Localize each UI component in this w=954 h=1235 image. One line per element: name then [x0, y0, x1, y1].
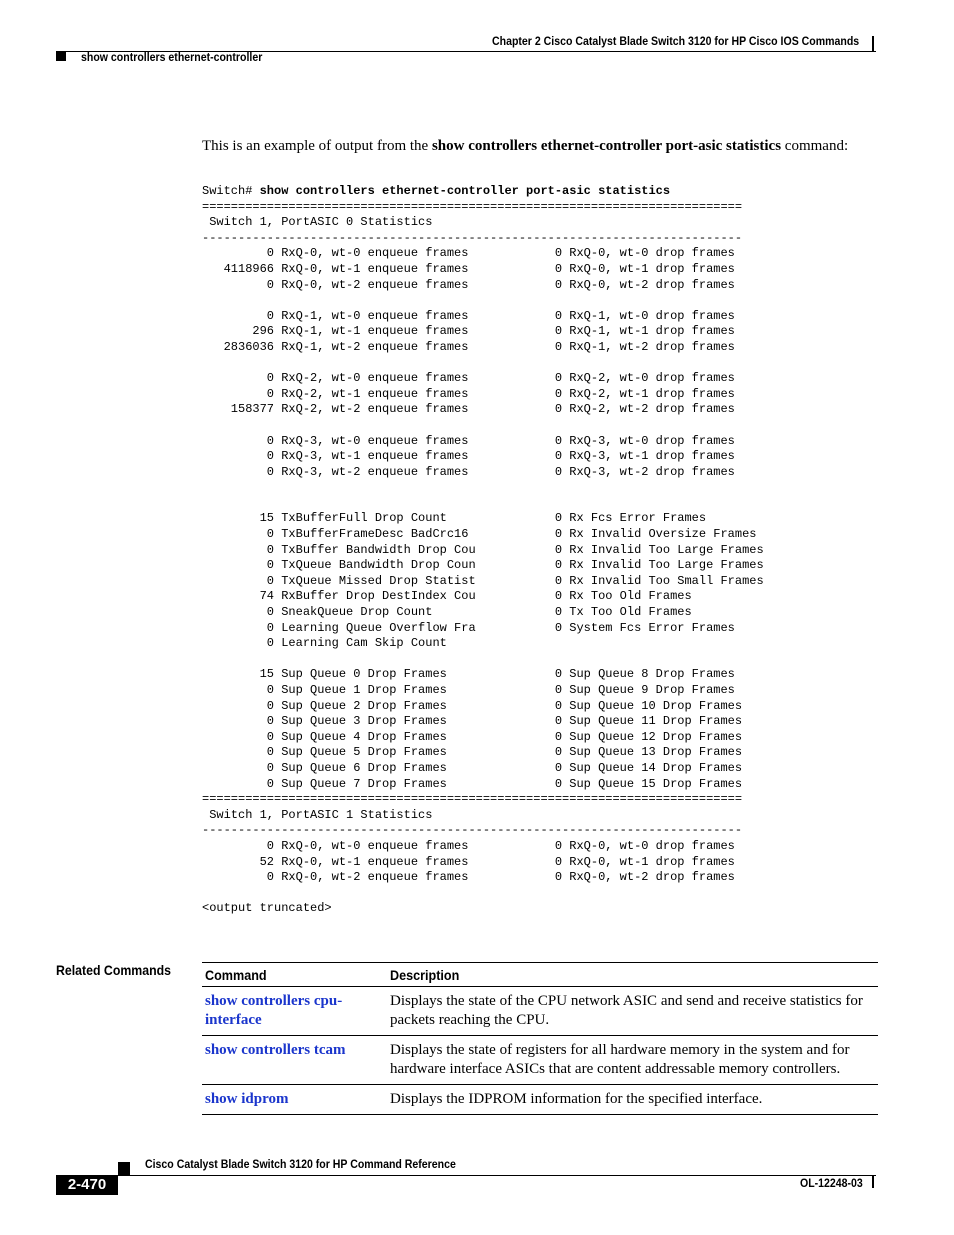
cli-output-text: =========================================================================== Switch 1, PortASIC 0 Statistics --------------------------------------------------------------------------- 0 RxQ-0, wt-0 enqueue frames 0 RxQ-0, wt-0 drop frames 4118966 RxQ-0, wt-1 enqueue frames 0 RxQ-0, wt-1 drop frames 0 RxQ-0, wt-2 enqueue frames 0 RxQ-0, wt-2 drop frames 0 RxQ-1, wt-0 enqueue frames 0 RxQ-1, wt-0 drop frames 296 RxQ-1, wt-1 enqueue frames 0 RxQ-1, wt-1 drop frames 2836036 RxQ-1, wt-2 enqueue frames 0 RxQ-1, wt-2 drop frames 0 RxQ-2, wt-0 enqueue frames 0 RxQ-2, wt-0 drop frames 0 RxQ-2, wt-1 enqueue frames 0 RxQ-2, wt-1 drop frames 158377 RxQ-2, wt-2 enqueue frames 0 RxQ-2, wt-2 drop frames 0 RxQ-3, wt-0 enqueue frames 0 RxQ-3, wt-0 drop frames 0 RxQ-3, wt-1 enqueue frames 0 RxQ-3, wt-1 drop frames 0 RxQ-3, wt-2 enqueue frames 0 RxQ-3, wt-2 drop frames 15 TxBufferFull Drop Count 0 Rx Fcs Error Frames 0 TxBufferFrameDesc BadCrc16 0 Rx Invalid Oversize Frames 0 TxBuffer Bandwidth Drop Cou 0 Rx Invalid Too Large Frames 0 TxQueue Bandwidth Drop Coun 0 Rx Invalid Too Large Frames 0 TxQueue Missed Drop Statist 0 Rx Invalid Too Small Frames 74 RxBuffer Drop DestIndex Cou 0 Rx Too Old Frames 0 SneakQueue Drop Count 0 Tx Too Old Frames 0 Learning Queue Overflow Fra 0 System Fcs Error Frames 0 Learning Cam Skip Count 15 Sup Queue 0 Drop Frames 0 Sup Queue 8 Drop Frames 0 Sup Queue 1 Drop Frames 0 Sup Queue 9 Drop Frames 0 Sup Queue 2 Drop Frames 0 Sup Queue 10 Drop Frames 0 Sup Queue 3 Drop Frames 0 Sup Queue 11 Drop Frames 0 Sup Queue 4 Drop Frames 0 Sup Queue 12 Drop Frames 0 Sup Queue 5 Drop Frames 0 Sup Queue 13 Drop Frames 0 Sup Queue 6 Drop Frames 0 Sup Queue 14 Drop Frames 0 Sup Queue 7 Drop Frames 0 Sup Queue 15 Drop Frames =========================================================================== Switch 1, PortASIC 1 Statistics --------------------------------------------------------------------------- 0 RxQ-0, wt-0 enqueue frames 0 RxQ-0, wt-0 drop frames 52 RxQ-0, wt-1 enqueue frames 0 RxQ-0, wt-1 drop frames 0 RxQ-0, wt-2 enqueue frames 0 RxQ-0, wt-2 drop frames <output truncated> — [202, 199, 764, 916]
command-description: Displays the state of registers for all hardware memory in the system and for hardware interface ASICs that are content addressable memory controllers. — [387, 1036, 878, 1085]
footer-bar — [872, 1176, 874, 1188]
table-row — [202, 987, 878, 1036]
chapter-header: Chapter 2 Cisco Catalyst Blade Switch 3120 for HP Cisco IOS Commands — [492, 34, 860, 48]
section-header: show controllers ethernet-controller — [81, 50, 263, 64]
intro-text-post: command: — [781, 138, 849, 154]
command-link-tcam[interactable]: show controllers tcam — [202, 1036, 387, 1085]
cli-prompt: Switch# — [202, 184, 260, 198]
footer-marker — [118, 1162, 130, 1176]
related-commands-table — [202, 962, 878, 1115]
column-header-description: Description — [387, 963, 878, 987]
footer-title: Cisco Catalyst Blade Switch 3120 for HP Command Reference — [145, 1157, 456, 1171]
table-row — [202, 1036, 878, 1085]
intro-paragraph — [202, 137, 862, 156]
header-marker — [56, 51, 66, 61]
command-link-idprom[interactable]: show idprom — [202, 1085, 387, 1115]
command-description: Displays the IDPROM information for the specified interface. — [387, 1085, 878, 1115]
cli-command: show controllers ethernet-controller port-asic statistics — [259, 184, 671, 198]
cli-output — [202, 184, 764, 917]
related-commands-title: Related Commands — [56, 962, 172, 978]
header-bar — [872, 36, 874, 51]
command-description: Displays the state of the CPU network ASIC and send and receive statistics for packets reaching the CPU. — [387, 987, 878, 1036]
intro-command: show controllers ethernet-controller port-asic statistics — [431, 138, 782, 154]
column-header-command: Command — [202, 963, 387, 987]
page-number: 2-470 — [56, 1175, 118, 1195]
document-id: OL-12248-03 — [800, 1176, 863, 1190]
footer-rule — [56, 1175, 876, 1176]
intro-text-pre: This is an example of output from the — [202, 138, 432, 154]
command-link-cpu-interface[interactable]: show controllers cpu-interface — [202, 987, 387, 1036]
table-row — [202, 1085, 878, 1115]
table-header-row — [202, 963, 878, 987]
